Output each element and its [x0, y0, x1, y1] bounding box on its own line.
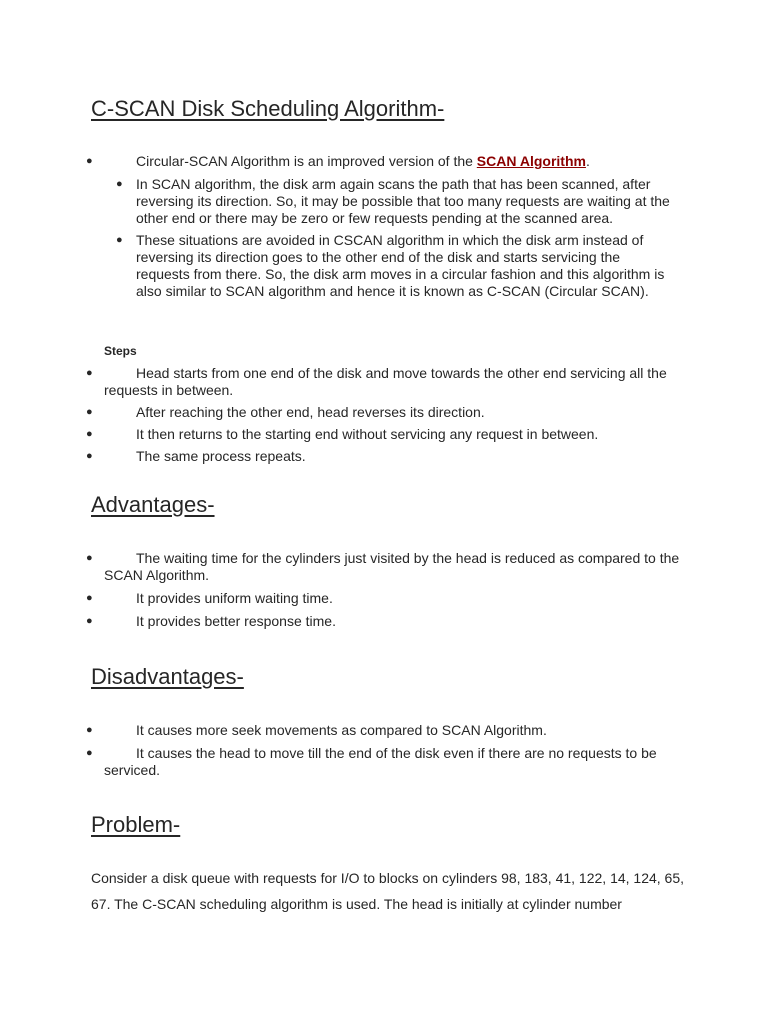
disadvantage-item: It causes more seek movements as compared to SCAN Algorithm.	[136, 722, 547, 738]
bullet: ●	[86, 155, 93, 167]
bullet: ●	[86, 406, 93, 418]
bullet: ●	[86, 552, 93, 564]
bullet: ●	[86, 428, 93, 440]
intro-period: .	[585, 153, 590, 169]
steps-heading: Steps	[104, 344, 137, 358]
advantage-item: It provides better response time.	[136, 613, 336, 629]
bullet: ●	[86, 747, 93, 759]
bullet: ●	[86, 450, 93, 462]
intro-text: Circular-SCAN Algorithm is an improved version of the	[136, 153, 477, 169]
advantages-heading: Advantages-	[91, 492, 215, 517]
disadvantages-heading: Disadvantages-	[91, 664, 244, 689]
bullet: ●	[86, 367, 93, 379]
step-item: The same process repeats.	[136, 448, 306, 464]
bullet: ●	[116, 234, 123, 246]
bullet: ●	[86, 592, 93, 604]
scan-algorithm-link[interactable]: SCAN Algorithm	[476, 153, 586, 169]
step-item: After reaching the other end, head reverses its direction.	[136, 404, 485, 420]
bullet: ●	[86, 724, 93, 736]
step-item: Head starts from one end of the disk and move towards the other end servicing all the requests in between.	[104, 365, 667, 398]
intro-line	[136, 153, 696, 170]
intro-sub-item: These situations are avoided in CSCAN algorithm in which the disk arm instead of reversing its direction goes to the other end of the disk and starts servicing the requests from there. So, the disk arm moves in a circular fashion and this algorithm is also similar to SCAN algorithm and hence it is known as C-SCAN (Circular SCAN).	[136, 232, 665, 299]
page-title: C-SCAN Disk Scheduling Algorithm-	[91, 96, 445, 121]
bullet: ●	[116, 178, 123, 190]
intro-sub-item: In SCAN algorithm, the disk arm again scans the path that has been scanned, after reversing its direction. So, it may be possible that too many requests are waiting at the other end or there may be zero or few requests pending at the scanned area.	[136, 176, 670, 226]
step-item: It then returns to the starting end without servicing any request in between.	[136, 426, 599, 442]
problem-text: Consider a disk queue with requests for I/O to blocks on cylinders 98, 183, 41, 122, 14, 124, 65, 67. The C-SCAN scheduling algorithm is used. The head is initially at cylinder number	[91, 870, 685, 912]
disadvantage-item: It causes the head to move till the end of the disk even if there are no requests to be serviced.	[104, 745, 657, 778]
problem-heading: Problem-	[91, 812, 181, 837]
advantage-item: The waiting time for the cylinders just visited by the head is reduced as compared to the SCAN Algorithm.	[104, 550, 680, 583]
advantage-item: It provides uniform waiting time.	[136, 590, 333, 606]
bullet: ●	[86, 615, 93, 627]
